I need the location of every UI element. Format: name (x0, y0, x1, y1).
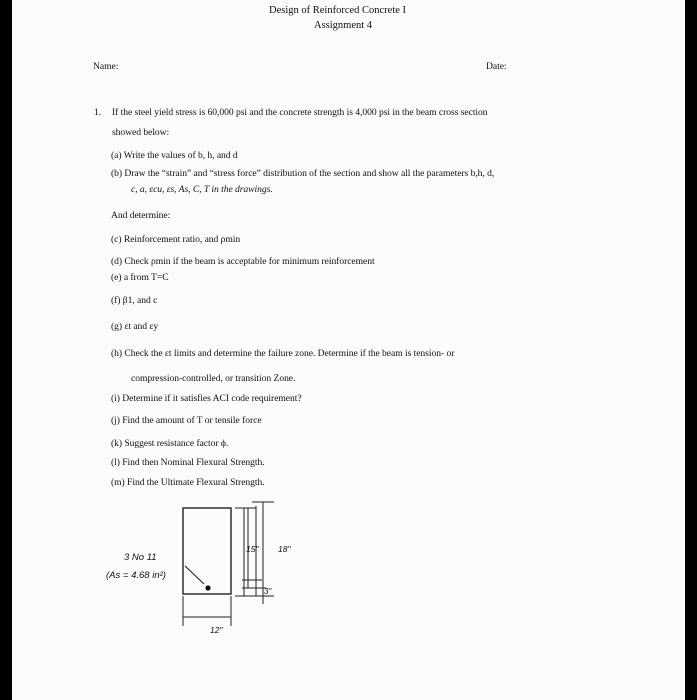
and-determine-label: And determine: (111, 210, 171, 221)
question-intro-line1: If the steel yield stress is 60,000 psi and the concrete strength is 4,000 psi in the beam cross section (112, 107, 488, 118)
item-e: (e) a from T=C (111, 272, 169, 283)
item-b-line1: (b) Draw the “strain” and “stress force” distribution of the section and show all the parameters b,h, d, (111, 168, 495, 179)
beam-section (183, 508, 231, 594)
item-a: (a) Write the values of b, h, and d (111, 150, 238, 161)
leader-line (185, 566, 204, 584)
question-number: 1. (94, 107, 102, 118)
item-l: (l) Find then Nominal Flexural Strength. (111, 457, 265, 468)
item-j: (j) Find the amount of T or tensile force (111, 415, 262, 426)
item-g: (g) εt and εy (111, 321, 159, 332)
item-k: (k) Suggest resistance factor ϕ. (111, 438, 229, 449)
dim-d-label: 15" (246, 544, 259, 554)
date-label: Date: (486, 61, 507, 72)
item-c: (c) Reinforcement ratio, and ρmin (111, 234, 241, 245)
dim-cover-label: 3" (264, 587, 272, 596)
item-h-line2: compression-controlled, or transition Zone. (131, 373, 296, 384)
bar-label: 3 No 11 (124, 552, 157, 563)
item-m: (m) Find the Ultimate Flexural Strength. (111, 477, 265, 488)
item-f: (f) β1, and c (111, 295, 158, 306)
rebar-dot (205, 585, 210, 590)
item-i: (i) Determine if it satisfies ACI code requirement? (111, 393, 302, 404)
question-intro-line2: showed below: (112, 127, 170, 138)
item-b-line2: c, a, εcu, εs, As, C, T in the drawings. (131, 184, 273, 195)
dim-h-label: 18" (278, 544, 291, 554)
beam-cross-section-figure (82, 500, 312, 640)
assignment-page (12, 0, 685, 700)
area-label: (As = 4.68 in²) (106, 570, 166, 581)
name-label: Name: (93, 61, 119, 72)
item-h-line1: (h) Check the εt limits and determine the failure zone. Determine if the beam is tension- or (111, 348, 455, 359)
item-d: (d) Check ρmin if the beam is acceptable for minimum reinforcement (111, 256, 375, 267)
document-subtitle: Assignment 4 (314, 20, 373, 31)
document-title: Design of Reinforced Concrete I (269, 5, 407, 16)
dim-b-label: 12" (210, 625, 223, 635)
